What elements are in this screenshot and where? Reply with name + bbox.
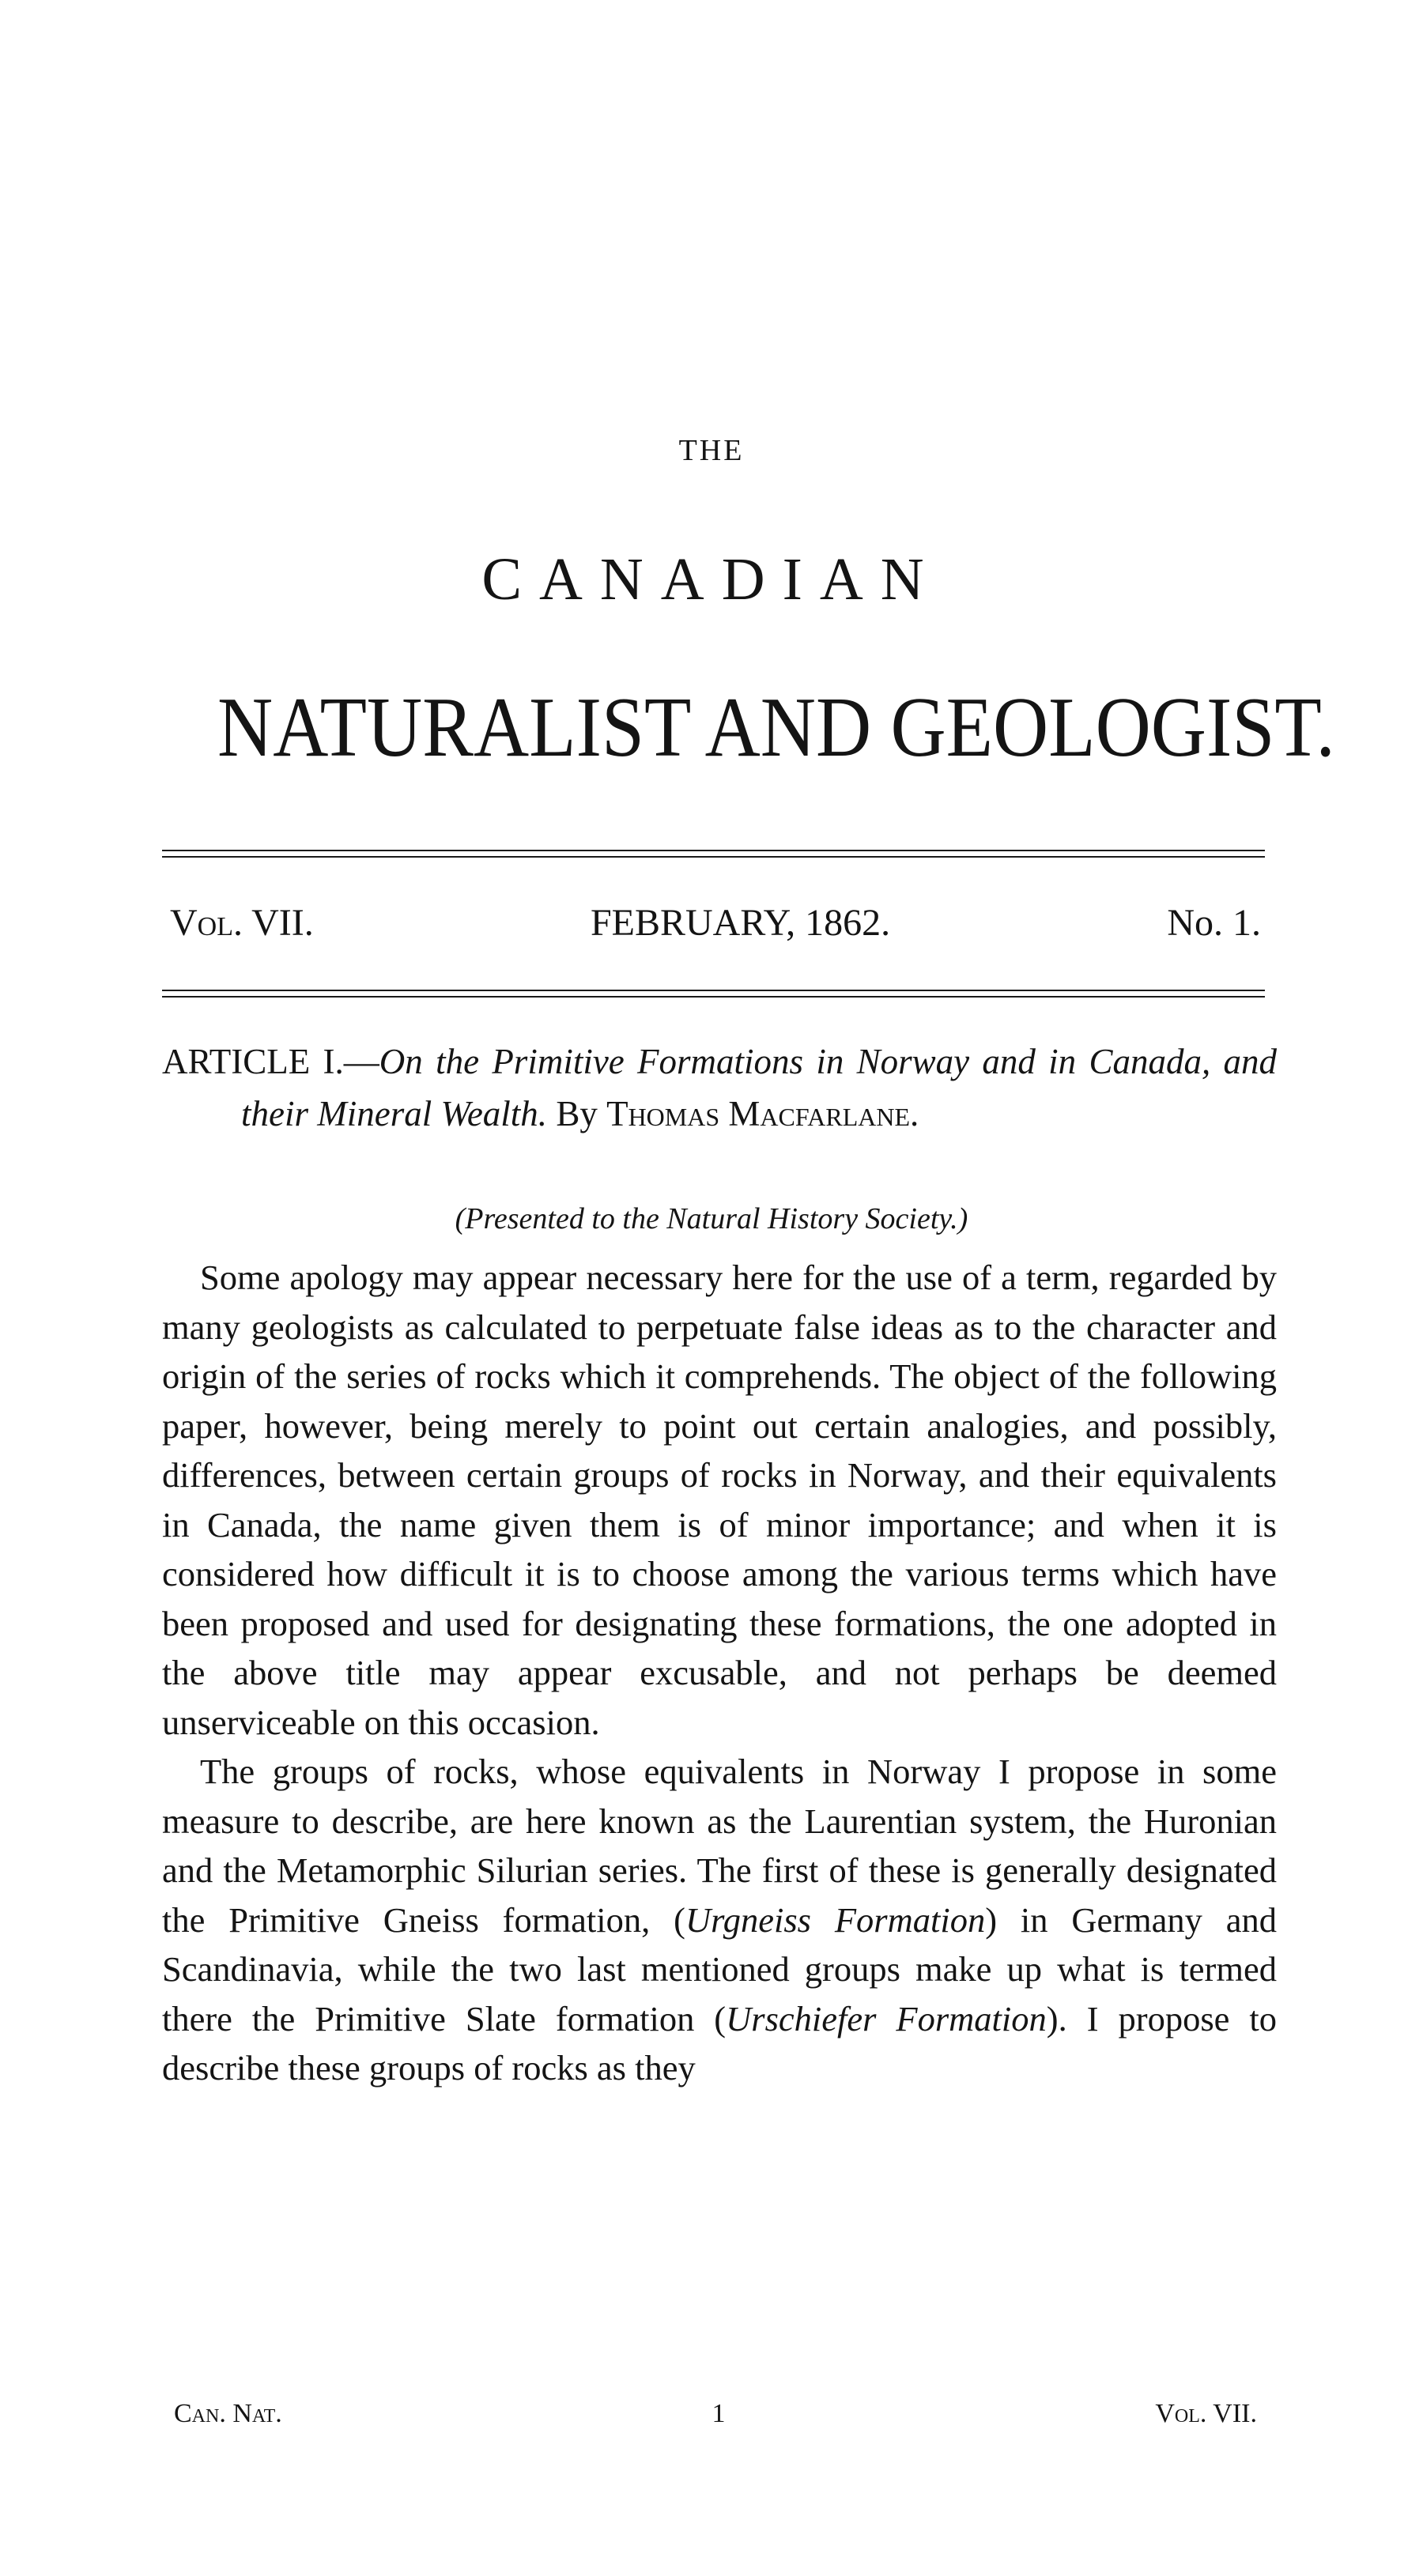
paragraph-2-part-c: ). I propose to describe these groups of rocks as they xyxy=(162,1998,1278,2088)
volume-label: Vol. VII. xyxy=(170,902,314,944)
masthead-the: THE xyxy=(678,434,745,467)
footer-volume: Vol. VII. xyxy=(1155,2399,1257,2428)
article-by: By xyxy=(556,1094,598,1133)
masthead-title: NATURALIST AND GEOLOGIST. xyxy=(217,681,1335,775)
paragraph-2-part-a: The groups of rocks, whose equivalents in Norway I propose in some measure to describe, are here known as the Laurentian system, the Huronian and the Metamorphic Silurian series. The first of these is generally designated the Primitive Gneiss formation, ( xyxy=(162,1752,1277,1940)
paragraph-2 xyxy=(162,1747,1277,2093)
masthead-canadian: CANADIAN xyxy=(481,546,942,613)
page-footer xyxy=(174,2399,1257,2429)
urschiefer-term: Urschiefer Formation xyxy=(726,1998,1047,2039)
article-title: On the Primitive Formations in Norway and in Canada, and their Mineral Wealth. xyxy=(241,1042,1277,1133)
top-double-rule xyxy=(162,850,1265,858)
issue-number: No. 1. xyxy=(1167,902,1261,944)
article-heading xyxy=(162,1035,1277,1140)
article-body xyxy=(162,1253,1277,2093)
paragraph-2-part-b: ) in Germany and Scandinavia, while the two last mentioned groups make up what is termed there the Primitive Slate formation ( xyxy=(162,1899,1277,2039)
presented-note: (Presented to the Natural History Society.) xyxy=(455,1202,968,1235)
bottom-double-rule xyxy=(162,990,1265,998)
page-number: 1 xyxy=(712,2399,726,2428)
article-author: Thomas Macfarlane. xyxy=(606,1094,919,1133)
issue-line xyxy=(170,901,1261,945)
footer-journal: Can. Nat. xyxy=(174,2399,282,2428)
paragraph-1: Some apology may appear necessary here for the use of a term, regarded by many geologists as calculated to perpetuate false ideas as to the character and origin of the series of rocks which it comprehends. The object of the following paper, however, being merely to point out certain analogies, and possibly, differences, between certain groups of rocks in Norway, and their equivalents in Canada, the name given them is of minor importance; and when it is considered how difficult it is to choose among the various terms which have been proposed and used for designating these formations, the one adopted in the above title may appear excusable, and not perhaps be deemed unserviceable on this occasion. xyxy=(162,1258,1277,1742)
article-label: ARTICLE I.— xyxy=(162,1042,379,1081)
urgneiss-term: Urgneiss Formation xyxy=(685,1899,986,1940)
issue-date: FEBRUARY, 1862. xyxy=(590,902,891,944)
